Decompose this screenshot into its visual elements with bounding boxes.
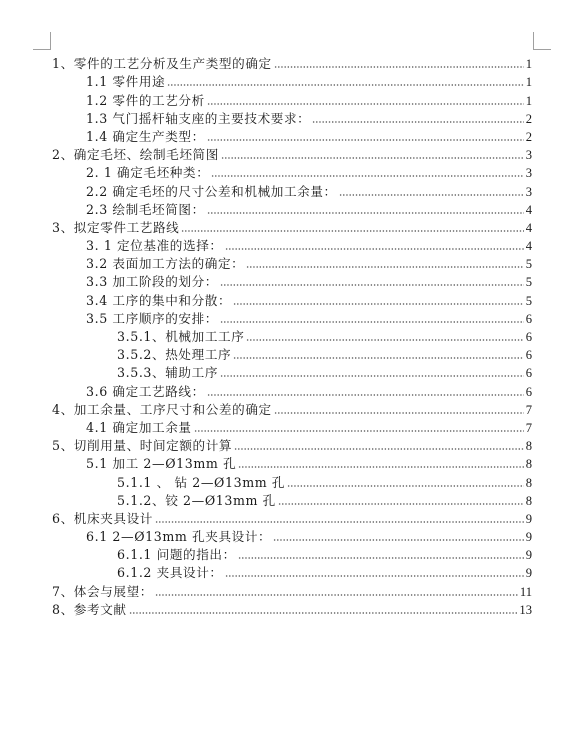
- toc-entry[interactable]: [52, 453, 532, 471]
- table-of-contents: [52, 53, 532, 617]
- toc-entry-title: 2. 1 确定毛坯种类：: [86, 165, 210, 181]
- toc-entry[interactable]: [52, 344, 532, 362]
- toc-page-number: 8: [525, 493, 532, 508]
- toc-dot-leader: [238, 466, 523, 468]
- toc-entry[interactable]: [52, 580, 532, 598]
- toc-page-number: 1: [525, 93, 532, 108]
- toc-dot-leader: [207, 139, 524, 141]
- toc-dot-leader: [194, 430, 524, 432]
- toc-entry-title: 3.3 加工阶段的划分：: [86, 274, 218, 290]
- toc-entry[interactable]: [52, 217, 532, 235]
- toc-page-number: 7: [525, 420, 532, 435]
- toc-dot-leader: [233, 303, 524, 305]
- toc-dot-leader: [220, 321, 524, 323]
- toc-entry-title: 1.3 气门摇杆轴支座的主要技术要求：: [86, 110, 311, 126]
- toc-entry[interactable]: [52, 544, 532, 562]
- toc-page-number: 4: [525, 202, 532, 217]
- toc-page-number: 11: [519, 584, 532, 599]
- toc-entry[interactable]: [52, 89, 532, 107]
- toc-entry-title: 5.1.2、铰 2—Ø13mm 孔: [117, 492, 276, 508]
- toc-page-number: 6: [525, 348, 532, 363]
- toc-dot-leader: [225, 575, 524, 577]
- toc-page-number: 3: [525, 184, 532, 199]
- toc-page-number: 9: [525, 511, 532, 526]
- toc-dot-leader: [207, 394, 524, 396]
- toc-entry-title: 2.3 绘制毛坯简图：: [86, 201, 205, 217]
- toc-entry[interactable]: [52, 271, 532, 289]
- toc-entry[interactable]: [52, 53, 532, 71]
- toc-dot-leader: [225, 248, 524, 250]
- toc-entry-title: 5、切削用量、时间定额的计算: [52, 438, 233, 454]
- toc-page-number: 5: [525, 293, 532, 308]
- toc-entry[interactable]: [52, 326, 532, 344]
- toc-entry-title: 6、机床夹具设计: [52, 510, 153, 526]
- toc-entry-title: 3.6 确定工艺路线：: [86, 383, 205, 399]
- toc-entry[interactable]: [52, 126, 532, 144]
- toc-entry[interactable]: [52, 180, 532, 198]
- toc-page-number: 8: [525, 439, 532, 454]
- toc-dot-leader: [238, 557, 524, 559]
- toc-dot-leader: [155, 594, 518, 596]
- toc-dot-leader: [246, 339, 523, 341]
- toc-entry-title: 6.1.1 问题的指出：: [117, 547, 236, 563]
- toc-entry-title: 3.2 表面加工方法的确定：: [86, 256, 245, 272]
- toc-page-number: 6: [525, 366, 532, 381]
- toc-dot-leader: [207, 212, 524, 214]
- toc-dot-leader: [233, 357, 523, 359]
- toc-entry-title: 1、零件的工艺分析及生产类型的确定: [52, 56, 272, 72]
- toc-entry[interactable]: [52, 199, 532, 217]
- toc-page-number: 6: [525, 311, 532, 326]
- toc-entry[interactable]: [52, 435, 532, 453]
- toc-entry[interactable]: [52, 308, 532, 326]
- toc-entry[interactable]: [52, 562, 532, 580]
- toc-dot-leader: [220, 375, 524, 377]
- toc-dot-leader: [211, 175, 523, 177]
- toc-entry-title: 4.1 确定加工余量: [86, 419, 192, 435]
- toc-entry[interactable]: [52, 380, 532, 398]
- toc-dot-leader: [274, 412, 524, 414]
- toc-page-number: 2: [525, 129, 532, 144]
- toc-entry-title: 5.1.1 、 钻 2—Ø13mm 孔: [117, 474, 286, 490]
- toc-page-number: 9: [525, 548, 532, 563]
- toc-entry-title: 4、加工余量、工序尺寸和公差的确定: [52, 401, 272, 417]
- toc-entry-title: 1.4 确定生产类型：: [86, 128, 205, 144]
- toc-entry[interactable]: [52, 144, 532, 162]
- toc-entry-title: 1.1 零件用途: [86, 74, 166, 90]
- toc-page-number: 3: [525, 148, 532, 163]
- toc-dot-leader: [273, 539, 523, 541]
- toc-entry-title: 2、确定毛坯、绘制毛坯简图: [52, 147, 219, 163]
- toc-page-number: 4: [525, 239, 532, 254]
- toc-entry[interactable]: [52, 289, 532, 307]
- toc-page-number: 4: [525, 220, 532, 235]
- toc-entry-title: 1.2 零件的工艺分析: [86, 92, 205, 108]
- toc-page-number: 5: [525, 275, 532, 290]
- toc-entry[interactable]: [52, 508, 532, 526]
- toc-dot-leader: [287, 485, 524, 487]
- toc-entry-title: 2.2 确定毛坯的尺寸公差和机械加工余量：: [86, 183, 337, 199]
- toc-dot-leader: [246, 266, 523, 268]
- toc-dot-leader: [274, 66, 524, 68]
- toc-entry-title: 3. 1 定位基准的选择：: [86, 238, 223, 254]
- toc-dot-leader: [278, 503, 524, 505]
- toc-page-number: 6: [525, 384, 532, 399]
- toc-entry-title: 6.1 2—Ø13mm 孔夹具设计：: [86, 529, 272, 545]
- toc-entry[interactable]: [52, 526, 532, 544]
- toc-dot-leader: [155, 521, 524, 523]
- toc-entry-title: 7、体会与展望：: [52, 583, 153, 599]
- toc-entry-title: 3.5 工序顺序的安排：: [86, 310, 218, 326]
- toc-page-number: 1: [525, 75, 532, 90]
- toc-dot-leader: [312, 121, 523, 123]
- toc-entry-title: 3、拟定零件工艺路线: [52, 219, 180, 235]
- toc-dot-leader: [181, 230, 523, 232]
- toc-entry[interactable]: [52, 235, 532, 253]
- toc-entry[interactable]: [52, 162, 532, 180]
- toc-entry-title: 6.1.2 夹具设计：: [117, 565, 223, 581]
- toc-page-number: 8: [525, 457, 532, 472]
- toc-page-number: 5: [525, 257, 532, 272]
- toc-entry[interactable]: [52, 490, 532, 508]
- toc-dot-leader: [167, 84, 523, 86]
- toc-dot-leader: [339, 194, 524, 196]
- toc-entry-title: 3.5.2、热处理工序: [117, 347, 232, 363]
- toc-entry[interactable]: [52, 362, 532, 380]
- toc-page-number: 9: [525, 530, 532, 545]
- toc-entry-title: 8、参考文献: [52, 601, 127, 617]
- crop-mark-top-left: [50, 32, 51, 50]
- toc-entry-title: 5.1 加工 2—Ø13mm 孔: [86, 456, 237, 472]
- toc-dot-leader: [207, 103, 524, 105]
- toc-dot-leader: [234, 448, 524, 450]
- toc-dot-leader: [221, 157, 524, 159]
- toc-entry[interactable]: [52, 471, 532, 489]
- toc-entry[interactable]: [52, 108, 532, 126]
- toc-entry[interactable]: [52, 399, 532, 417]
- toc-page-number: 9: [525, 566, 532, 581]
- crop-mark-top-right: [533, 49, 551, 50]
- toc-entry-title: 3.5.3、辅助工序: [117, 365, 219, 381]
- toc-dot-leader: [220, 284, 524, 286]
- toc-dot-leader: [129, 612, 518, 614]
- toc-entry[interactable]: [52, 599, 532, 617]
- crop-mark-top-right: [533, 32, 534, 50]
- toc-entry[interactable]: [52, 253, 532, 271]
- toc-entry[interactable]: [52, 71, 532, 89]
- toc-page-number: 6: [525, 330, 532, 344]
- toc-entry-title: 3.5.1、机械加工工序: [117, 329, 245, 344]
- toc-entry[interactable]: [52, 417, 532, 435]
- toc-page-number: 13: [519, 602, 532, 617]
- toc-page-number: 3: [525, 166, 532, 181]
- toc-page-number: 8: [525, 475, 532, 490]
- toc-page-number: 7: [525, 402, 532, 417]
- toc-page-number: 1: [525, 57, 532, 72]
- toc-entry-title: 3.4 工序的集中和分散：: [86, 292, 232, 308]
- toc-page-number: 2: [525, 111, 532, 126]
- crop-mark-top-left: [33, 49, 51, 50]
